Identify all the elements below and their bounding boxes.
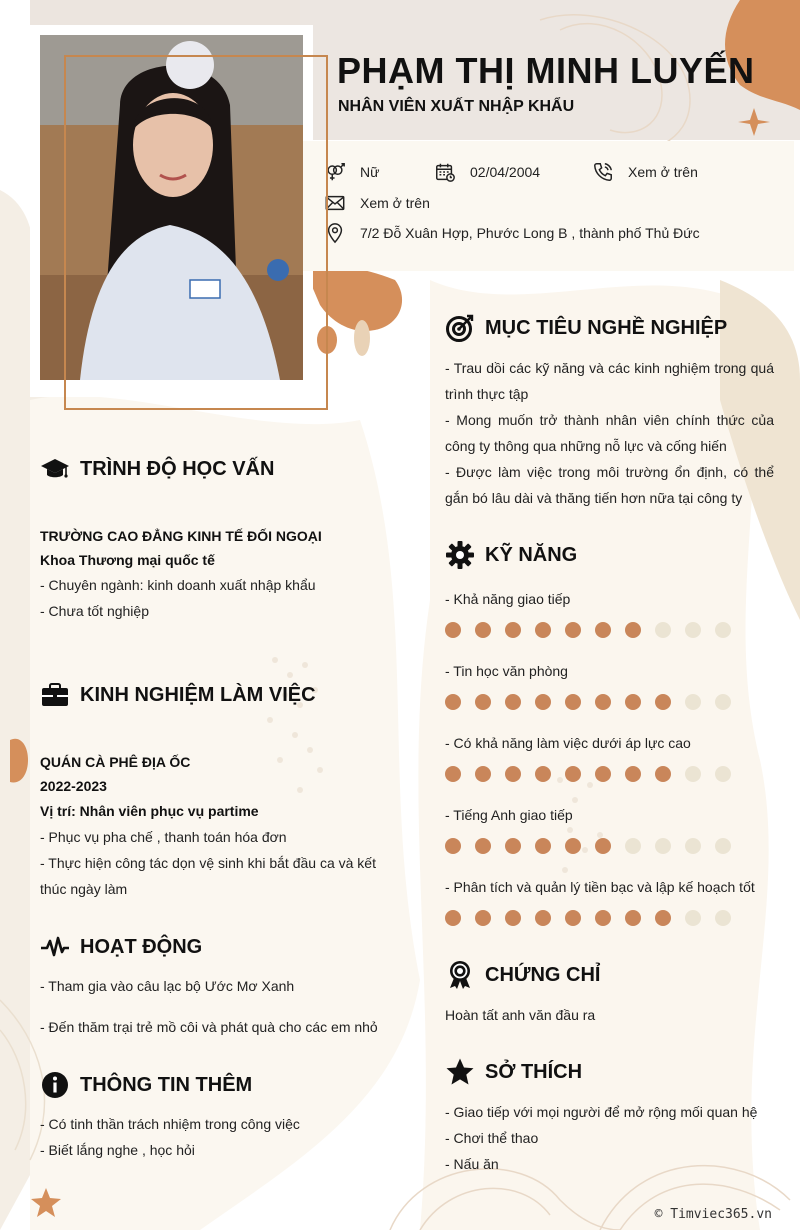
skill-dot-empty [685,766,701,782]
gender-item [324,161,379,183]
skill-dot-filled [625,910,641,926]
star-icon [445,1057,475,1087]
certificates-heading [445,960,600,990]
skills-heading [445,540,577,570]
skill-dot-filled [595,766,611,782]
experience-line: - Phục vụ pha chế , thanh toán hóa đơn [40,829,287,845]
skill-dot-filled [595,622,611,638]
skill-dot-filled [595,838,611,854]
gender-value: Nữ [360,164,380,180]
skill-dot-filled [565,838,581,854]
skill-dot-filled [475,910,491,926]
graduation-cap-icon [40,454,70,484]
objective-heading [445,313,727,343]
email-item [324,192,430,214]
pulse-icon [40,932,70,962]
skill-dot-filled [535,694,551,710]
extra-info-title: THÔNG TIN THÊM [80,1073,253,1096]
skill-dot-empty [715,766,731,782]
experience-company: QUÁN CÀ PHÊ ĐỊA ỐC [40,754,191,770]
education-faculty: Khoa Thương mại quốc tế [40,552,215,568]
activity-line: - Tham gia vào câu lạc bộ Ước Mơ Xanh [40,978,295,994]
activities-heading [40,932,202,962]
experience-period: 2022-2023 [40,778,107,794]
hobby-line: - Nấu ăn [445,1156,499,1172]
skill-label: - Có khả năng làm việc dưới áp lực cao [445,735,691,751]
objective-title: MỤC TIÊU NGHỀ NGHIỆP [485,316,728,339]
skill-dot-filled [535,622,551,638]
hobby-line: - Chơi thể thao [445,1130,539,1146]
phone-icon [592,161,614,183]
photo-accent-outline [64,55,328,410]
info-icon [40,1070,70,1100]
skill-dot-filled [565,622,581,638]
skill-dot-empty [685,910,701,926]
skill-dot-filled [655,694,671,710]
skill-dot-filled [625,622,641,638]
skill-dot-filled [595,910,611,926]
skill-label: - Tin học văn phòng [445,663,568,679]
award-badge-icon [445,960,475,990]
skill-dot-filled [445,694,461,710]
dob-value: 02/04/2004 [470,164,541,180]
skill-dot-filled [535,766,551,782]
extra-info-line: - Có tinh thần trách nhiệm trong công việc [40,1116,300,1132]
objective-line: - Mong muốn trở thành nhân viên chính thức của công ty thông qua những nỗ lực và cống hiến [445,412,774,454]
skill-dot-filled [655,910,671,926]
phone-value: Xem ở trên [628,164,698,180]
skill-dot-filled [445,766,461,782]
objective-line: - Được làm việc trong môi trường ổn định, có thể gắn bó lâu dài và thăng tiến hơn nữa tại công ty [445,464,774,506]
target-icon [445,313,475,343]
skill-dot-filled [565,766,581,782]
skill-label: - Khả năng giao tiếp [445,591,571,607]
gear-icon [445,540,475,570]
skill-dot-filled [565,910,581,926]
skill-rating [445,766,731,782]
skill-dot-filled [445,838,461,854]
skill-dot-filled [625,694,641,710]
education-school: TRƯỜNG CAO ĐẲNG KINH TẾ ĐỐI NGOẠI [40,528,322,544]
briefcase-icon [40,680,70,710]
skill-rating [445,694,731,710]
skill-dot-filled [505,766,521,782]
hobbies-title: SỞ THÍCH [485,1060,583,1083]
watermark-footer: © Timviec365.vn [654,1207,772,1222]
skill-dot-empty [685,838,701,854]
address-item [324,222,700,244]
email-value: Xem ở trên [360,195,430,211]
skill-dot-empty [655,622,671,638]
phone-item [592,161,698,183]
dob-item [434,161,540,183]
skill-dot-filled [595,694,611,710]
skill-rating [445,622,731,638]
activities-title: HOẠT ĐỘNG [80,935,203,958]
skill-dot-filled [505,694,521,710]
education-heading [40,454,274,484]
skill-dot-filled [565,694,581,710]
address-value: 7/2 Đỗ Xuân Hợp, Phước Long B , thành phố Thủ Đức [360,225,700,241]
experience-heading [40,680,316,710]
skill-rating [445,910,731,926]
skill-dot-empty [685,622,701,638]
skill-dot-filled [535,910,551,926]
skill-label: - Tiếng Anh giao tiếp [445,807,573,823]
experience-title: KINH NGHIỆM LÀM VIỆC [80,683,316,706]
hobby-line: - Giao tiếp với mọi người để mở rộng mối quan hệ [445,1104,758,1120]
skill-dot-empty [715,694,731,710]
skill-dot-filled [475,838,491,854]
skill-dot-filled [475,766,491,782]
skill-rating [445,838,731,854]
education-title: TRÌNH ĐỘ HỌC VẤN [80,457,275,480]
skill-dot-filled [655,766,671,782]
skill-dot-filled [625,766,641,782]
skill-dot-filled [505,838,521,854]
skill-dot-empty [715,910,731,926]
certificates-title: CHỨNG CHỈ [485,963,601,986]
skill-dot-filled [505,622,521,638]
experience-position: Vị trí: Nhân viên phục vụ partime [40,803,259,819]
skill-dot-filled [445,622,461,638]
education-line: - Chưa tốt nghiệp [40,603,149,619]
skill-label: - Phân tích và quản lý tiền bạc và lập kế hoạch tốt [445,879,755,895]
candidate-name: PHẠM THỊ MINH LUYẾN [337,50,755,91]
extra-info-heading [40,1070,252,1100]
calendar-icon [434,161,456,183]
skill-dot-empty [715,622,731,638]
job-title: NHÂN VIÊN XUẤT NHẬP KHẨU [338,98,575,115]
certificate-line: Hoàn tất anh văn đầu ra [445,1007,596,1023]
skill-dot-filled [475,694,491,710]
skill-dot-filled [505,910,521,926]
objective-line: - Trau dồi các kỹ năng và các kinh nghiệm trong quá trình thực tập [445,360,774,402]
skill-dot-empty [715,838,731,854]
education-line: - Chuyên ngành: kinh doanh xuất nhập khẩu [40,577,316,593]
skill-dot-empty [655,838,671,854]
skill-dot-empty [685,694,701,710]
skill-dot-filled [475,622,491,638]
hobbies-heading [445,1057,582,1087]
skill-dot-empty [625,838,641,854]
experience-line: - Thực hiện công tác dọn vệ sinh khi bắt đầu ca và kết thúc ngày làm [40,855,376,897]
activity-line: - Đến thăm trại trẻ mồ côi và phát quà cho các em nhỏ [40,1019,378,1035]
skill-dot-filled [445,910,461,926]
extra-info-line: - Biết lắng nghe , học hỏi [40,1142,195,1158]
skills-title: KỸ NĂNG [485,543,578,566]
skill-dot-filled [535,838,551,854]
